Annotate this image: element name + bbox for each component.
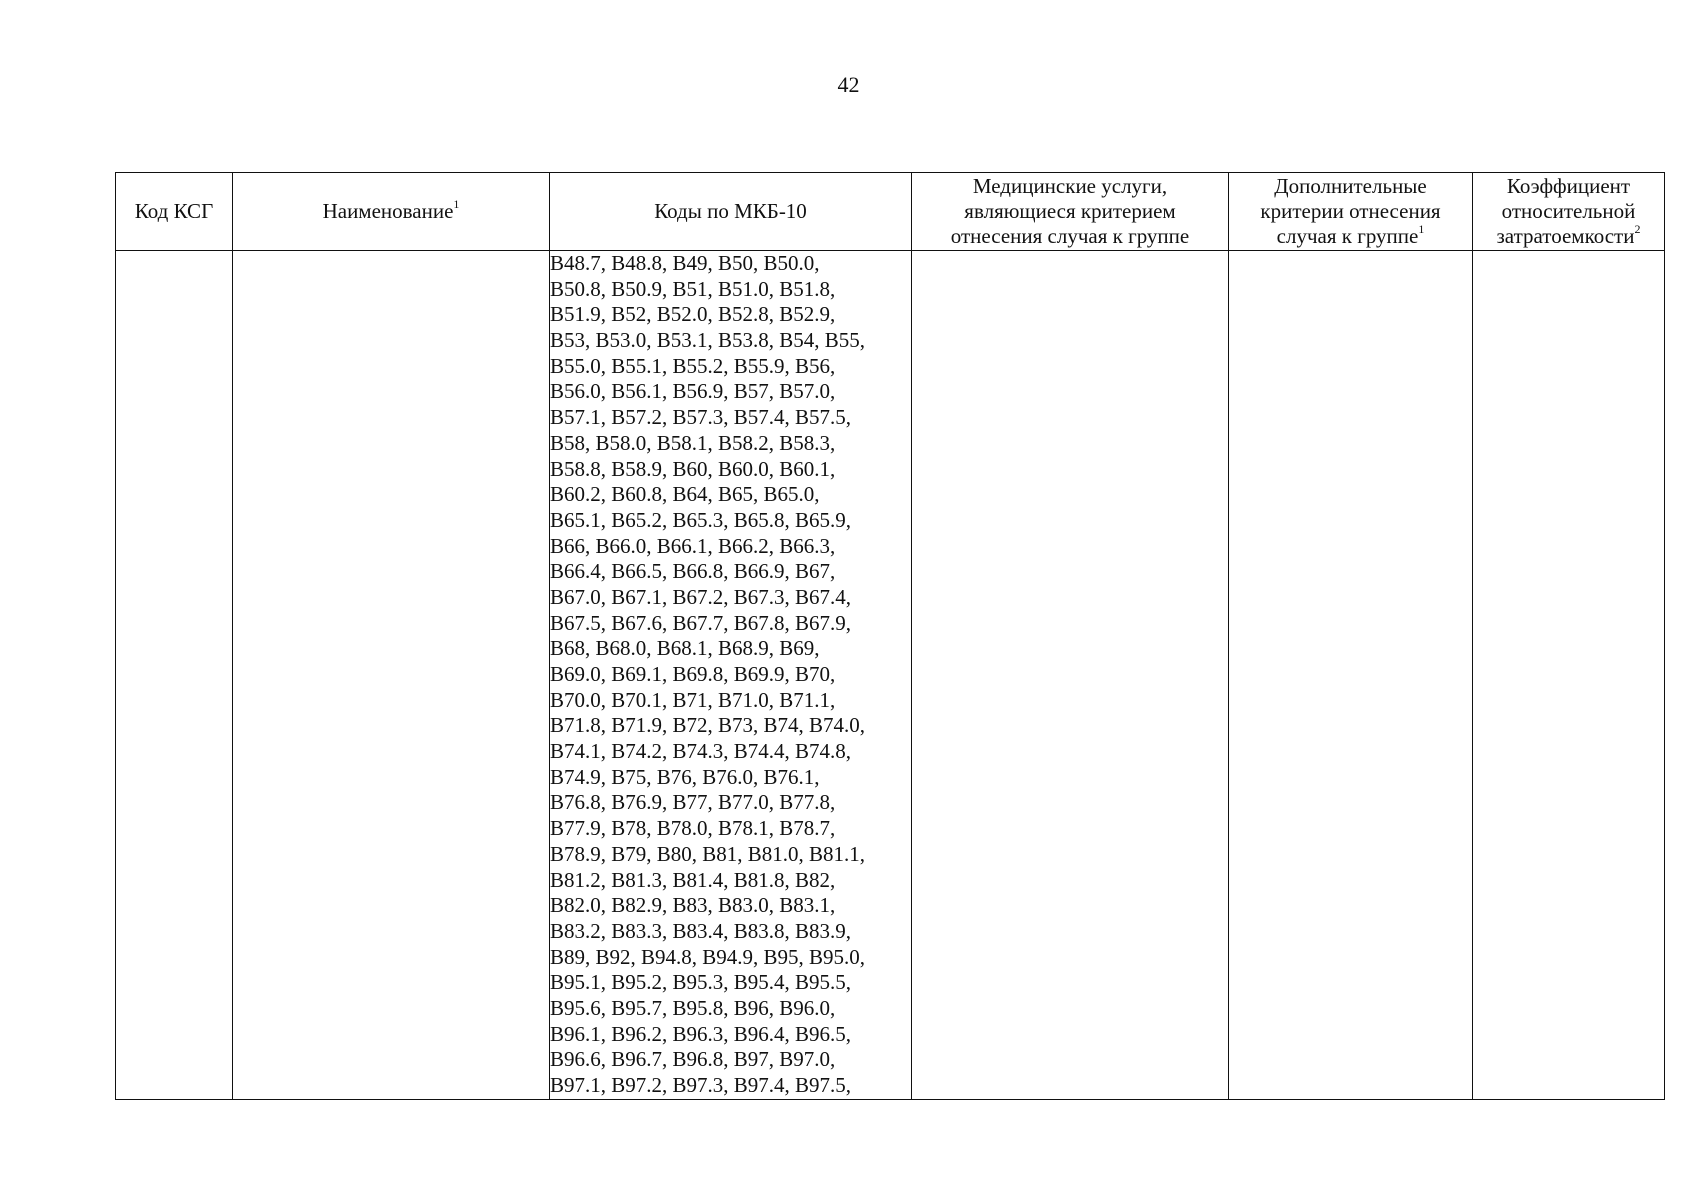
icd-code-line: B48.7, B48.8, B49, B50, B50.0, xyxy=(550,251,820,275)
icd-code-line: B70.0, B70.1, B71, B71.0, B71.1, xyxy=(550,687,836,712)
cell-name xyxy=(233,251,550,1100)
icd-code-list xyxy=(550,251,911,1099)
header-additional-criteria-label: Дополнительные критерии отнесения случая к группе xyxy=(1260,174,1441,248)
icd-code-line: B58, B58.0, B58.1, B58.2, B58.3, xyxy=(550,430,836,455)
icd-code-line: B95.6, B95.7, B95.8, B96, B96.0, xyxy=(550,995,836,1020)
cell-icd-codes xyxy=(550,251,912,1100)
header-icd-codes-label: Коды по МКБ-10 xyxy=(654,199,807,223)
icd-code-line: B60.2, B60.8, B64, B65, B65.0, xyxy=(550,482,820,507)
header-medical-services xyxy=(912,173,1229,251)
icd-code-line: B97.1, B97.2, B97.3, B97.4, B97.5, xyxy=(550,1073,852,1097)
icd-code-line: B77.9, B78, B78.0, B78.1, B78.7, xyxy=(550,816,836,841)
icd-code-line: B56.0, B56.1, B56.9, B57, B57.0, xyxy=(550,379,836,404)
header-name xyxy=(233,173,550,251)
icd-code-line: B57.1, B57.2, B57.3, B57.4, B57.5, xyxy=(550,405,852,430)
icd-code-line: B55.0, B55.1, B55.2, B55.9, B56, xyxy=(550,353,836,378)
header-coefficient-label: Коэффициент относительной затратоемкости xyxy=(1496,174,1636,248)
icd-code-line: B74.9, B75, B76, B76.0, B76.1, xyxy=(550,764,820,789)
ksg-table xyxy=(115,172,1665,1100)
header-icd-codes xyxy=(550,173,912,251)
header-coefficient-footnote: 2 xyxy=(1634,222,1641,236)
icd-code-line: B96.1, B96.2, B96.3, B96.4, B96.5, xyxy=(550,1021,852,1046)
cell-additional-criteria xyxy=(1229,251,1473,1100)
icd-code-line: B67.5, B67.6, B67.7, B67.8, B67.9, xyxy=(550,610,852,635)
table-row xyxy=(116,251,1665,1100)
icd-code-line: B95.1, B95.2, B95.3, B95.4, B95.5, xyxy=(550,970,852,995)
icd-code-line: B65.1, B65.2, B65.3, B65.8, B65.9, xyxy=(550,507,852,532)
icd-code-line: B78.9, B79, B80, B81, B81.0, B81.1, xyxy=(550,841,866,866)
table-header-row xyxy=(116,173,1665,251)
cell-coefficient xyxy=(1473,251,1665,1100)
header-name-label: Наименование xyxy=(322,199,454,223)
cell-medical-services xyxy=(912,251,1229,1100)
icd-code-line: B82.0, B82.9, B83, B83.0, B83.1, xyxy=(550,893,836,918)
page-number: 42 xyxy=(837,72,860,97)
icd-code-line: B76.8, B76.9, B77, B77.0, B77.8, xyxy=(550,790,836,815)
header-additional-criteria xyxy=(1229,173,1473,251)
icd-code-line: B66.4, B66.5, B66.8, B66.9, B67, xyxy=(550,559,836,584)
icd-code-line: B96.6, B96.7, B96.8, B97, B97.0, xyxy=(550,1047,836,1072)
icd-code-line: B71.8, B71.9, B72, B73, B74, B74.0, xyxy=(550,713,866,738)
icd-code-line: B74.1, B74.2, B74.3, B74.4, B74.8, xyxy=(550,739,852,764)
icd-code-line: B53, B53.0, B53.1, B53.8, B54, B55, xyxy=(550,328,866,353)
header-ksg-code-label: Код КСГ xyxy=(134,199,214,223)
icd-code-line: B50.8, B50.9, B51, B51.0, B51.8, xyxy=(550,276,836,301)
icd-code-line: B68, B68.0, B68.1, B68.9, B69, xyxy=(550,636,820,661)
header-coefficient xyxy=(1473,173,1665,251)
icd-code-line: B51.9, B52, B52.0, B52.8, B52.9, xyxy=(550,302,836,327)
header-additional-criteria-footnote: 1 xyxy=(1418,222,1425,236)
icd-code-line: B66, B66.0, B66.1, B66.2, B66.3, xyxy=(550,533,836,558)
icd-code-line: B58.8, B58.9, B60, B60.0, B60.1, xyxy=(550,456,836,481)
icd-code-line: B89, B92, B94.8, B94.9, B95, B95.0, xyxy=(550,944,866,969)
header-ksg-code xyxy=(116,173,233,251)
icd-code-line: B69.0, B69.1, B69.8, B69.9, B70, xyxy=(550,662,836,686)
icd-code-line: B83.2, B83.3, B83.4, B83.8, B83.9, xyxy=(550,918,852,943)
cell-ksg-code xyxy=(116,251,233,1100)
icd-code-line: B67.0, B67.1, B67.2, B67.3, B67.4, xyxy=(550,584,852,609)
icd-code-line: B81.2, B81.3, B81.4, B81.8, B82, xyxy=(550,867,836,892)
header-name-footnote: 1 xyxy=(453,197,460,211)
header-medical-services-label: Медицинские услуги, являющиеся критерием отнесения случая к группе xyxy=(950,174,1190,248)
